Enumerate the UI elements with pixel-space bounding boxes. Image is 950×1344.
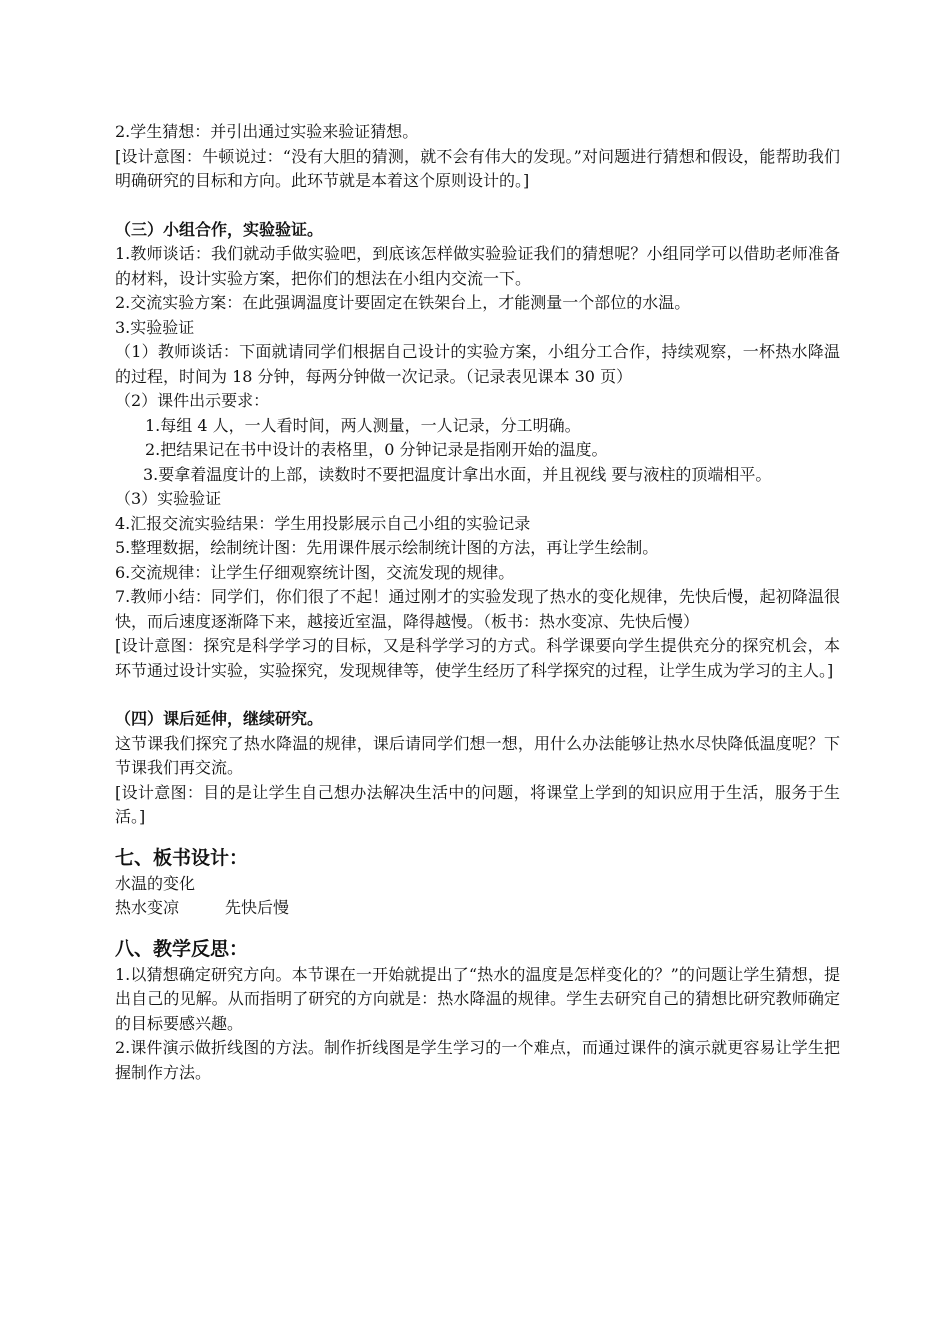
design-intent-note: [设计意图：目的是让学生自己想办法解决生活中的问题，将课堂上学到的知识应用于生活，服务于生活。] (115, 782, 840, 826)
section-heading-3: （三）小组合作，实验验证。 (115, 219, 324, 239)
paragraph: 5.整理数据，绘制统计图：先用课件展示绘制统计图的方法，再让学生绘制。 (115, 538, 659, 557)
design-intent-note: [设计意图：牛顿说过：“没有大胆的猜测，就不会有伟大的发现。”对问题进行猜想和假设，能帮助我们明确研究的目标和方向。此环节就是本着这个原则设计的。] (115, 146, 840, 190)
board-item: 热水变凉 (115, 898, 180, 917)
document-page (115, 120, 840, 1085)
paragraph: 2.交流实验方案：在此强调温度计要固定在铁架台上，才能测量一个部位的水温。 (115, 293, 691, 312)
board-title: 水温的变化 (115, 873, 196, 893)
paragraph: 2.学生猜想：并引出通过实验来验证猜想。 (115, 122, 419, 141)
section-heading-8: 八、教学反思： (115, 937, 249, 960)
spacer (115, 194, 840, 218)
spacer (115, 830, 840, 844)
paragraph: 6.交流规律：让学生仔细观察统计图，交流发现的规律。 (115, 562, 515, 582)
paragraph: 这节课我们探究了热水降温的规律，课后请同学们想一想，用什么办法能够让热水尽快降低温度呢？下节课我们再交流。 (115, 733, 840, 777)
paragraph: （3）实验验证 (115, 489, 222, 508)
requirement-item: 1.每组 4 人，一人看时间，两人测量，一人记录，分工明确。 (145, 415, 581, 435)
board-row (115, 896, 840, 921)
paragraph: （2）课件出示要求： (115, 391, 270, 410)
requirement-item (115, 463, 840, 488)
paragraph: 7.教师小结：同学们，你们很了不起！通过刚才的实验发现了热水的变化规律，先快后慢，起初降温很快，而后速度逐渐降下来，越接近室温，降得越慢。（板书：热水变凉、先快后慢） (115, 587, 840, 631)
spacer (115, 921, 840, 935)
paragraph: 3.实验验证 (115, 317, 195, 337)
requirement-text: 3.要拿着温度计的上部，读数时不要把温度计拿出水面，并且视线 要与液柱的顶端相平。 (143, 464, 772, 484)
paragraph: 4.汇报交流实验结果：学生用投影展示自己小组的实验记录 (115, 513, 531, 533)
paragraph: 2.课件演示做折线图的方法。制作折线图是学生学习的一个难点，而通过课件的演示就更容易让学生把握制作方法。 (115, 1038, 840, 1082)
paragraph: 1.教师谈话：我们就动手做实验吧，到底该怎样做实验验证我们的猜想呢？小组同学可以借助老师准备的材料，设计实验方案，把你们的想法在小组内交流一下。 (115, 244, 840, 288)
paragraph: 1.以猜想确定研究方向。本节课在一开始就提出了“热水的温度是怎样变化的？”的问题让学生猜想，提出自己的见解。从而指明了研究的方向就是：热水降温的规律。学生去研究自己的猜想比研究教师确定的目标要感兴趣。 (115, 964, 840, 1033)
paragraph: （1）教师谈话：下面就请同学们根据自己设计的实验方案，小组分工合作，持续观察，一杯热水降温的过程，时间为 18 分钟，每两分钟做一次记录。（记录表见课本 30 页） (115, 342, 840, 386)
spacer (115, 683, 840, 707)
section-heading-4: （四）课后延伸，继续研究。 (115, 709, 324, 728)
requirement-item: 2.把结果记在书中设计的表格里，0 分钟记录是指刚开始的温度。 (145, 440, 608, 459)
board-item: 先快后慢 (225, 898, 290, 917)
design-intent-note: [设计意图：探究是科学学习的目标，又是科学学习的方式。科学课要向学生提供充分的探究机会，本环节通过设计实验，实验探究，发现规律等，使学生经历了科学探究的过程，让学生成为学习的主人。] (115, 636, 840, 680)
section-heading-7: 七、板书设计： (115, 846, 249, 869)
